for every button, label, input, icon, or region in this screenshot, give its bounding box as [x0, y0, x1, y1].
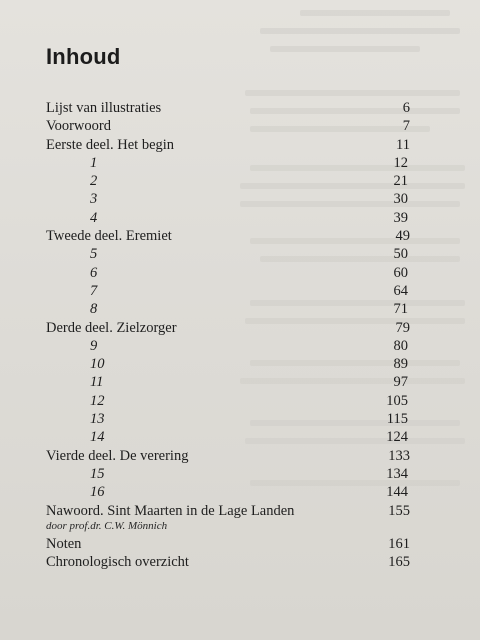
toc-entry-label: 1	[90, 154, 98, 171]
toc-entry-page-number: 80	[393, 337, 408, 354]
toc-entry-page-number: 21	[393, 173, 408, 190]
toc-part-entry[interactable]	[46, 227, 410, 245]
toc-entry-label: Derde deel. Zielzorger	[46, 319, 177, 336]
show-through-line	[260, 28, 460, 34]
toc-chapter-entry[interactable]	[46, 483, 410, 501]
toc-entry-page-number: 39	[393, 209, 408, 226]
page-title: Inhoud	[46, 44, 121, 69]
toc-entry[interactable]	[46, 535, 410, 553]
toc-entry-label: 8	[90, 301, 98, 318]
toc-entry-page-number: 115	[386, 411, 408, 428]
toc-entry-label: 4	[90, 209, 98, 226]
toc-entry-page-number: 133	[388, 447, 410, 464]
toc-entry-page-number: 155	[388, 502, 410, 519]
toc-chapter-entry[interactable]	[46, 465, 410, 483]
toc-entry-label: Chronologisch overzicht	[46, 554, 189, 571]
toc-part-entry[interactable]	[46, 447, 410, 465]
toc-entry-label: 11	[90, 374, 104, 391]
show-through-line	[300, 10, 450, 16]
toc-entry-page-number: 30	[393, 191, 408, 208]
toc-entry-label: Nawoord. Sint Maarten in de Lage Landen	[46, 502, 295, 519]
toc-entry-page-number: 49	[395, 228, 410, 245]
toc-chapter-entry[interactable]	[46, 428, 410, 446]
toc-entry-page-number: 60	[393, 264, 408, 281]
toc-entry-page-number: 89	[393, 356, 408, 373]
toc-chapter-entry[interactable]	[46, 355, 410, 373]
toc-entry-page-number: 7	[402, 118, 410, 135]
toc-entry-label: 7	[90, 282, 98, 299]
toc-entry-label: 9	[90, 337, 98, 354]
toc-entry[interactable]	[46, 553, 410, 571]
toc-entry-page-number: 134	[386, 465, 408, 482]
toc-entry-page-number: 144	[386, 484, 408, 501]
toc-entry-page-number: 12	[393, 154, 408, 171]
toc-part-entry[interactable]	[46, 319, 410, 337]
toc-entry-page-number: 64	[393, 282, 408, 299]
toc-part-entry[interactable]	[46, 136, 410, 154]
show-through-line	[270, 46, 420, 52]
toc-entry-label: 5	[90, 246, 98, 263]
show-through-line	[245, 90, 460, 96]
table-of-contents	[46, 99, 410, 571]
toc-chapter-entry[interactable]	[46, 154, 410, 172]
toc-chapter-entry[interactable]	[46, 300, 410, 318]
toc-entry[interactable]	[46, 99, 410, 117]
toc-chapter-entry[interactable]	[46, 172, 410, 190]
afterword-byline: door prof.dr. C.W. Mönnich	[46, 519, 168, 532]
toc-entry-page-number: 161	[388, 535, 410, 552]
toc-entry-label: Lijst van illustraties	[46, 100, 162, 116]
toc-entry-label: Noten	[46, 535, 82, 552]
toc-entry-page-number: 6	[402, 100, 410, 116]
toc-chapter-entry[interactable]	[46, 337, 410, 355]
toc-entry-label: 2	[90, 173, 98, 190]
toc-entry[interactable]	[46, 502, 410, 520]
toc-entry-label: Voorwoord	[46, 118, 111, 135]
toc-chapter-entry[interactable]	[46, 264, 410, 282]
toc-entry-label: 13	[90, 411, 105, 428]
toc-entry-label: 15	[90, 465, 105, 482]
toc-entry-page-number: 79	[395, 319, 410, 336]
toc-entry-page-number: 97	[393, 374, 408, 391]
toc-chapter-entry[interactable]	[46, 373, 410, 391]
toc-entry-label: Vierde deel. De verering	[46, 447, 189, 464]
toc-entry-label: 16	[90, 484, 105, 501]
toc-entry-label: 10	[90, 356, 105, 373]
toc-entry[interactable]	[46, 117, 410, 135]
toc-chapter-entry[interactable]	[46, 410, 410, 428]
toc-entry-page-number: 11	[396, 136, 410, 153]
toc-entry-page-number: 124	[386, 429, 408, 446]
toc-chapter-entry[interactable]	[46, 392, 410, 410]
toc-chapter-entry[interactable]	[46, 209, 410, 227]
toc-entry-label: 14	[90, 429, 105, 446]
toc-chapter-entry[interactable]	[46, 190, 410, 208]
toc-entry-label: Tweede deel. Eremiet	[46, 228, 172, 245]
toc-entry-page-number: 71	[393, 301, 408, 318]
toc-entry-label: 12	[90, 392, 105, 409]
toc-chapter-entry[interactable]	[46, 282, 410, 300]
toc-entry-page-number: 50	[393, 246, 408, 263]
toc-entry-label: 6	[90, 264, 98, 281]
toc-entry-label: 3	[90, 191, 98, 208]
toc-entry-page-number: 165	[388, 554, 410, 571]
toc-entry-page-number: 105	[386, 392, 408, 409]
toc-chapter-entry[interactable]	[46, 245, 410, 263]
toc-entry-label: Eerste deel. Het begin	[46, 136, 175, 153]
